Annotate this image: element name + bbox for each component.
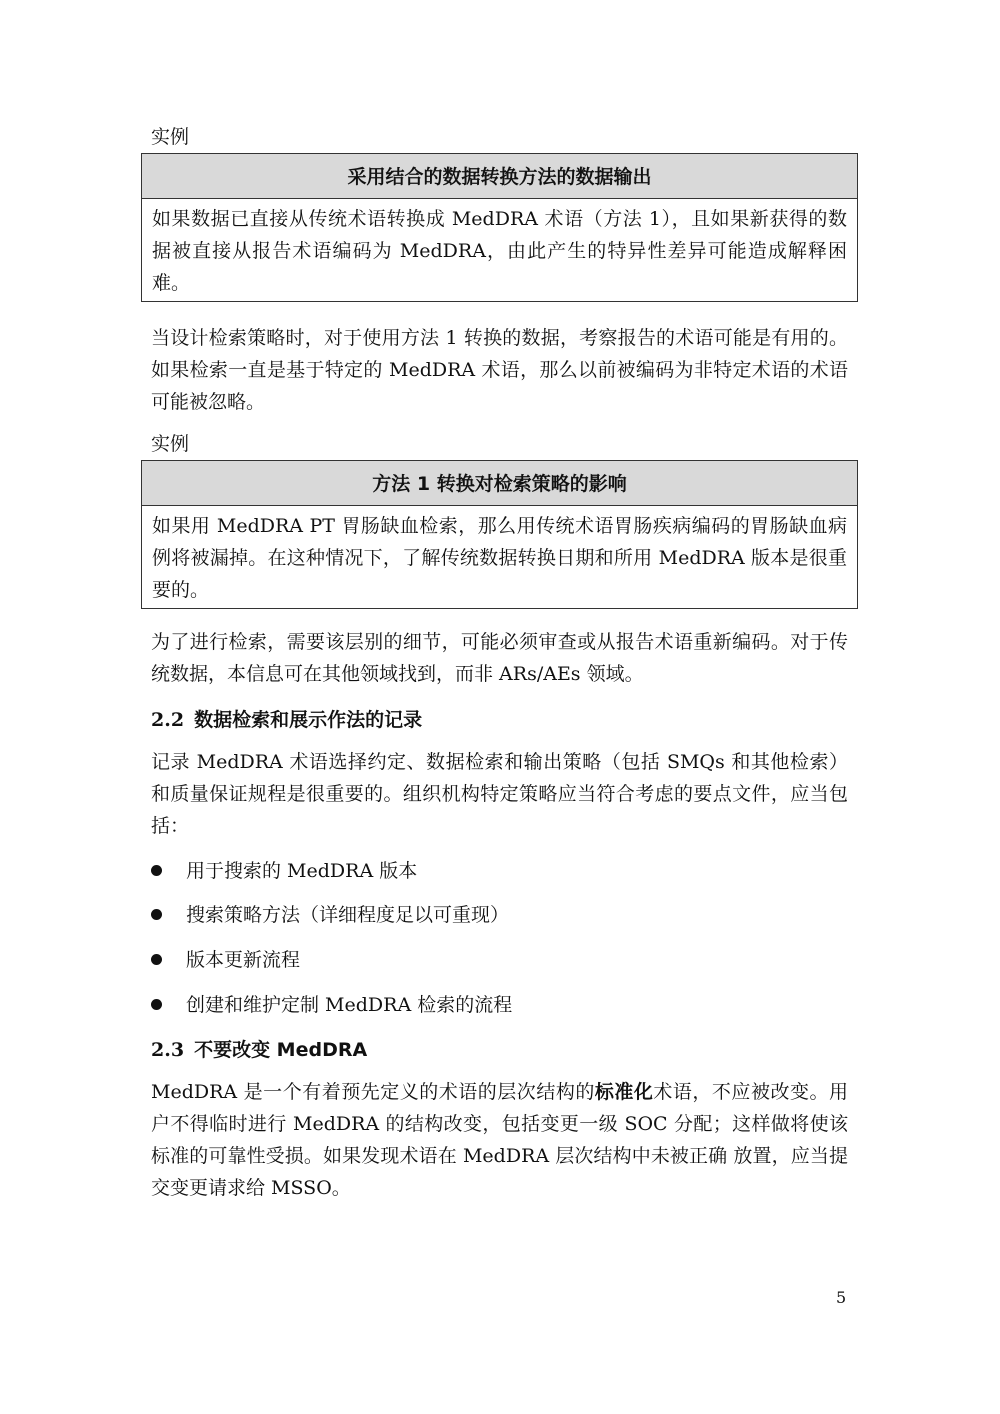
example-box-body: 如果用 MedDRA PT 胃肠缺血检索，那么用传统术语胃肠疾病编码的胃肠缺血病例将被漏掉。在这种情况下，了解传统数据转换日期和所用 MedDRA 版本是很重要的。 xyxy=(152,515,847,601)
section-heading xyxy=(151,705,422,735)
paragraph xyxy=(151,1076,848,1204)
section-number: 2.2 xyxy=(151,709,185,731)
bullet-item xyxy=(151,945,300,975)
paragraph-text: 术语，不应被改变。用户不得临时进行 MedDRA 的结构改变，包括变更一级 SOC 分配；这样做将使该标准的可靠性受损。如果发现术语在 MedDRA 层次结构中未被正确 放置，应当提交变更请求给 MSSO。 xyxy=(151,1081,848,1199)
example-box xyxy=(141,153,858,302)
paragraph: 当设计检索策略时，对于使用方法 1 转换的数据，考察报告的术语可能是有用的。如果检索一直是基于特定的 MedDRA 术语，那么以前被编码为非特定术语的术语可能被忽略。 xyxy=(151,327,848,413)
example-box-title: 采用结合的数据转换方法的数据输出 xyxy=(142,154,857,199)
bullet-item xyxy=(151,900,509,930)
paragraph: 为了进行检索，需要该层别的细节，可能必须审查或从报告术语重新编码。对于传统数据，本信息可在其他领域找到，而非 ARs/AEs 领域。 xyxy=(151,631,848,685)
bullet-dot xyxy=(151,954,162,965)
section-heading xyxy=(151,1035,367,1065)
paragraph-text: MedDRA 是一个有着预先定义的术语的层次结构的 xyxy=(151,1081,595,1103)
paragraph: 记录 MedDRA 术语选择约定、数据检索和输出策略（包括 SMQs 和其他检索）和质量保证规程是很重要的。组织机构特定策略应当符合考虑的要点文件，应当包括： xyxy=(151,751,848,837)
example-box-title: 方法 1 转换对检索策略的影响 xyxy=(142,461,857,506)
bullet-text: 用于搜索的 MedDRA 版本 xyxy=(186,860,418,882)
emphasis-text: 标准化 xyxy=(594,1081,654,1103)
bullet-text: 搜索策略方法（详细程度足以可重现） xyxy=(186,904,510,926)
example-label: 实例 xyxy=(151,433,190,455)
bullet-text: 版本更新流程 xyxy=(186,949,301,971)
section-number: 2.3 xyxy=(151,1039,185,1061)
bullet-dot xyxy=(151,909,162,920)
bullet-item xyxy=(151,856,417,886)
bullet-text: 创建和维护定制 MedDRA 检索的流程 xyxy=(186,994,513,1016)
example-label: 实例 xyxy=(151,126,190,148)
section-title: 不要改变 MedDRA xyxy=(194,1039,368,1061)
example-box-body: 如果数据已直接从传统术语转换成 MedDRA 术语（方法 1），且如果新获得的数据被直接从报告术语编码为 MedDRA，由此产生的特异性差异可能造成解释困难。 xyxy=(152,208,847,294)
bullet-dot xyxy=(151,865,162,876)
example-box xyxy=(141,460,858,609)
page-number: 5 xyxy=(836,1288,847,1307)
bullet-dot xyxy=(151,999,162,1010)
section-title: 数据检索和展示作法的记录 xyxy=(194,709,423,731)
bullet-item xyxy=(151,990,512,1020)
